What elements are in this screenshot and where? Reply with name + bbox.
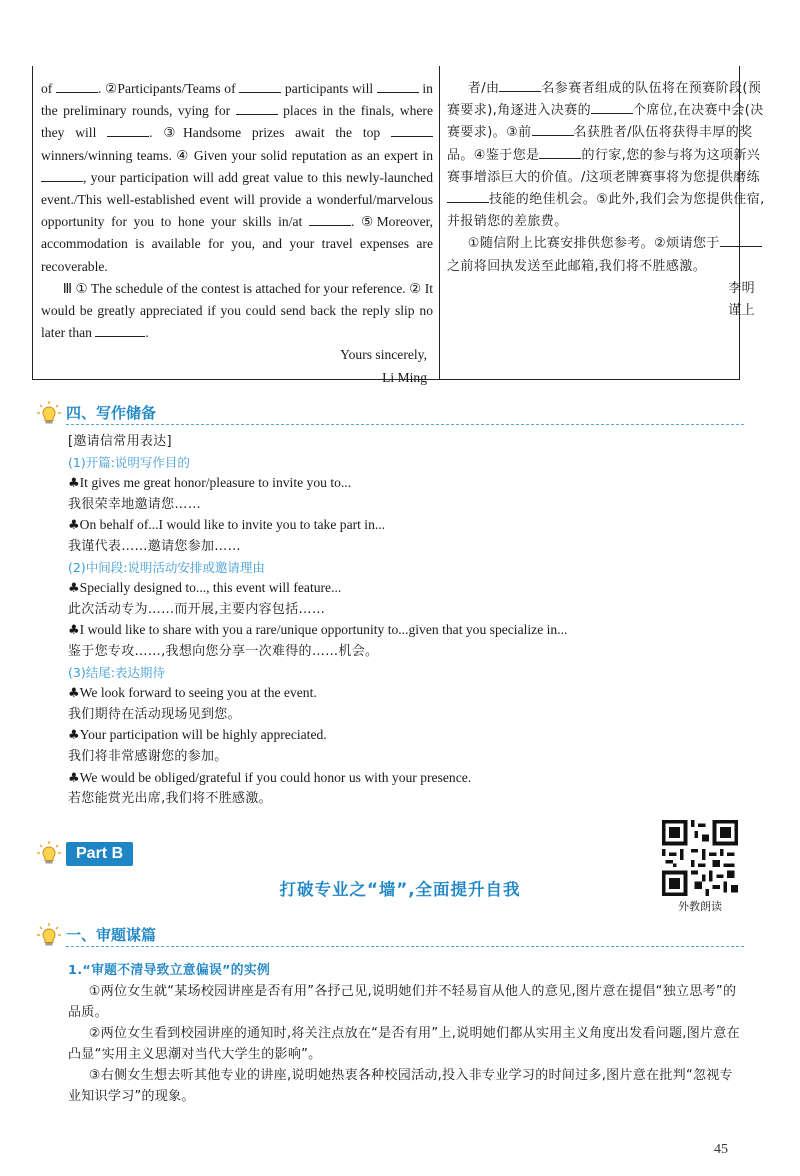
english-paragraph-3: Ⅲ ① The schedule of the contest is attached for your reference. ② It would be greatly appreciated if you could send back the reply slip no later than . [41,280,433,341]
expression-en: ♣I would like to share with you a rare/unique opportunity to...given that you specialize in... [68,622,568,639]
expression-zh: 鉴于您专攻……,我想向您分享一次难得的……机会。 [68,643,379,659]
signature: Li Ming [382,369,427,385]
expression-zh: 我谨代表……邀请您参加…… [68,538,241,554]
blank [720,233,762,247]
lightbulb-icon [36,400,62,426]
chinese-column [447,78,765,322]
analysis-paragraph: ②两位女生看到校园讲座的通知时,将关注点放在“是否有用”上,说明她们都从实用主义角度出发看问题,图片意在凸显“实用主义思潮对当代大学生的影响”。 [68,1026,740,1062]
subheading-opening: (1)开篇:说明写作目的 [68,454,190,470]
expression-en: ♣We would be obliged/grateful if you could honor us with your presence. [68,769,472,786]
expression-en: ♣Your participation will be highly appreciated. [68,727,327,744]
analysis-paragraph: ①两位女生就“某场校园讲座是否有用”各抒己见,说明她们并不轻易盲从他人的意见,图片意在提倡“独立思考”的品质。 [68,984,737,1020]
page-number: 45 [714,1142,728,1157]
subheading-middle: (2)中间段:说明活动安排或邀请理由 [68,559,265,575]
blank [447,189,489,203]
club-icon: ♣ [68,770,80,786]
analysis-paragraph: ③右侧女生想去听其他专业的讲座,说明她热衷各种校园活动,投入非专业学习的时间过多,图片意在批判“忽视专业知识学习”的现象。 [68,1068,733,1104]
blank [591,100,633,114]
club-icon: ♣ [68,623,80,639]
blank [107,123,149,138]
club-icon: ♣ [68,476,80,492]
blank [391,123,433,138]
blank [532,122,574,136]
qr-code-icon[interactable] [662,820,738,896]
english-paragraph-2: of . ②Participants/Teams of participants will in the preliminary rounds, vying for places in the finals, where they will . ③Handsome prizes await the top winners/winning teams. ④ Given your solid reputation as an expert in , your participation will add great value to this newly-launched event./This well-established event will provide a wonderful/marvelous opportunity for you to hone your skills in/at . ⑤Moreover, accommodation is available for you, and your travel expenses are recoverable. [41,78,433,278]
part-b-title: 打破专业之“墙”,全面提升自我 [279,880,521,899]
expression-zh: 我很荣幸地邀请您…… [68,496,201,512]
section-header-writing-prep [36,400,744,426]
column-divider [439,66,440,379]
chinese-closing: 谨上 [728,303,755,319]
expression-en: ♣We look forward to seeing you at the event. [68,685,317,702]
expression-en: ♣On behalf of...I would like to invite you to take part in... [68,517,386,534]
section-title: 一、审题谋篇 [66,926,157,944]
chinese-paragraph-2: 者/由 名参赛者组成的队伍将在预赛阶段(预赛要求),角逐进入决赛的 个席位,在决赛中会(决赛要求)。③前 名获胜者/队伍将获得丰厚的奖品。④鉴于您是 的行家,您的参与将为这项新兴赛事增添巨大的价值。/这项老牌赛事将为您提供磨练技能的绝佳机会。⑤此外,我们会为您提供住宿,并报销您的差旅费。 [447,78,765,233]
blank [239,78,281,93]
blank [95,323,145,338]
section-header-analysis [36,922,744,948]
expression-zh: 若您能赏光出席,我们将不胜感激。 [68,791,272,807]
blank [539,145,581,159]
expression-zh: 我们将非常感谢您的参加。 [68,748,228,764]
expression-en: ♣Specially designed to..., this event will feature... [68,580,342,597]
expression-en: ♣It gives me great honor/pleasure to invite you to... [68,475,352,492]
invitation-expressions [68,432,748,810]
chinese-name: 李明 [728,280,755,296]
dashed-rule [66,424,744,425]
bilingual-letter-table [32,66,765,385]
analysis-subheading: 1.“审题不清导致立意偏误”的实例 [68,963,271,978]
lightbulb-icon [36,922,62,948]
club-icon: ♣ [68,728,80,744]
blank [309,212,351,227]
qr-label: 外教朗读 [678,900,722,913]
blank [56,78,98,93]
expression-zh: 我们期待在活动现场见到您。 [68,706,241,722]
section-title: 四、写作储备 [66,404,157,422]
expression-zh: 此次活动专为……而开展,主要内容包括…… [68,601,326,617]
analysis-examples [68,960,744,1107]
lightbulb-icon [36,840,62,866]
english-column [41,78,433,389]
blank [377,78,419,93]
chinese-paragraph-3: ①随信附上比赛安排供您参考。②烦请您于之前将回执发送至此邮箱,我们将不胜感激。 [447,233,765,277]
club-icon: ♣ [68,581,80,597]
part-b-badge: Part B [66,842,133,866]
blank [236,101,278,116]
club-icon: ♣ [68,518,80,534]
subheading-ending: (3)结尾:表达期待 [68,664,165,680]
expressions-heading: [邀请信常用表达] [68,434,172,449]
dashed-rule [66,946,744,947]
blank [499,78,541,92]
closing: Yours sincerely, [340,347,427,363]
blank [41,167,83,182]
club-icon: ♣ [68,686,80,702]
